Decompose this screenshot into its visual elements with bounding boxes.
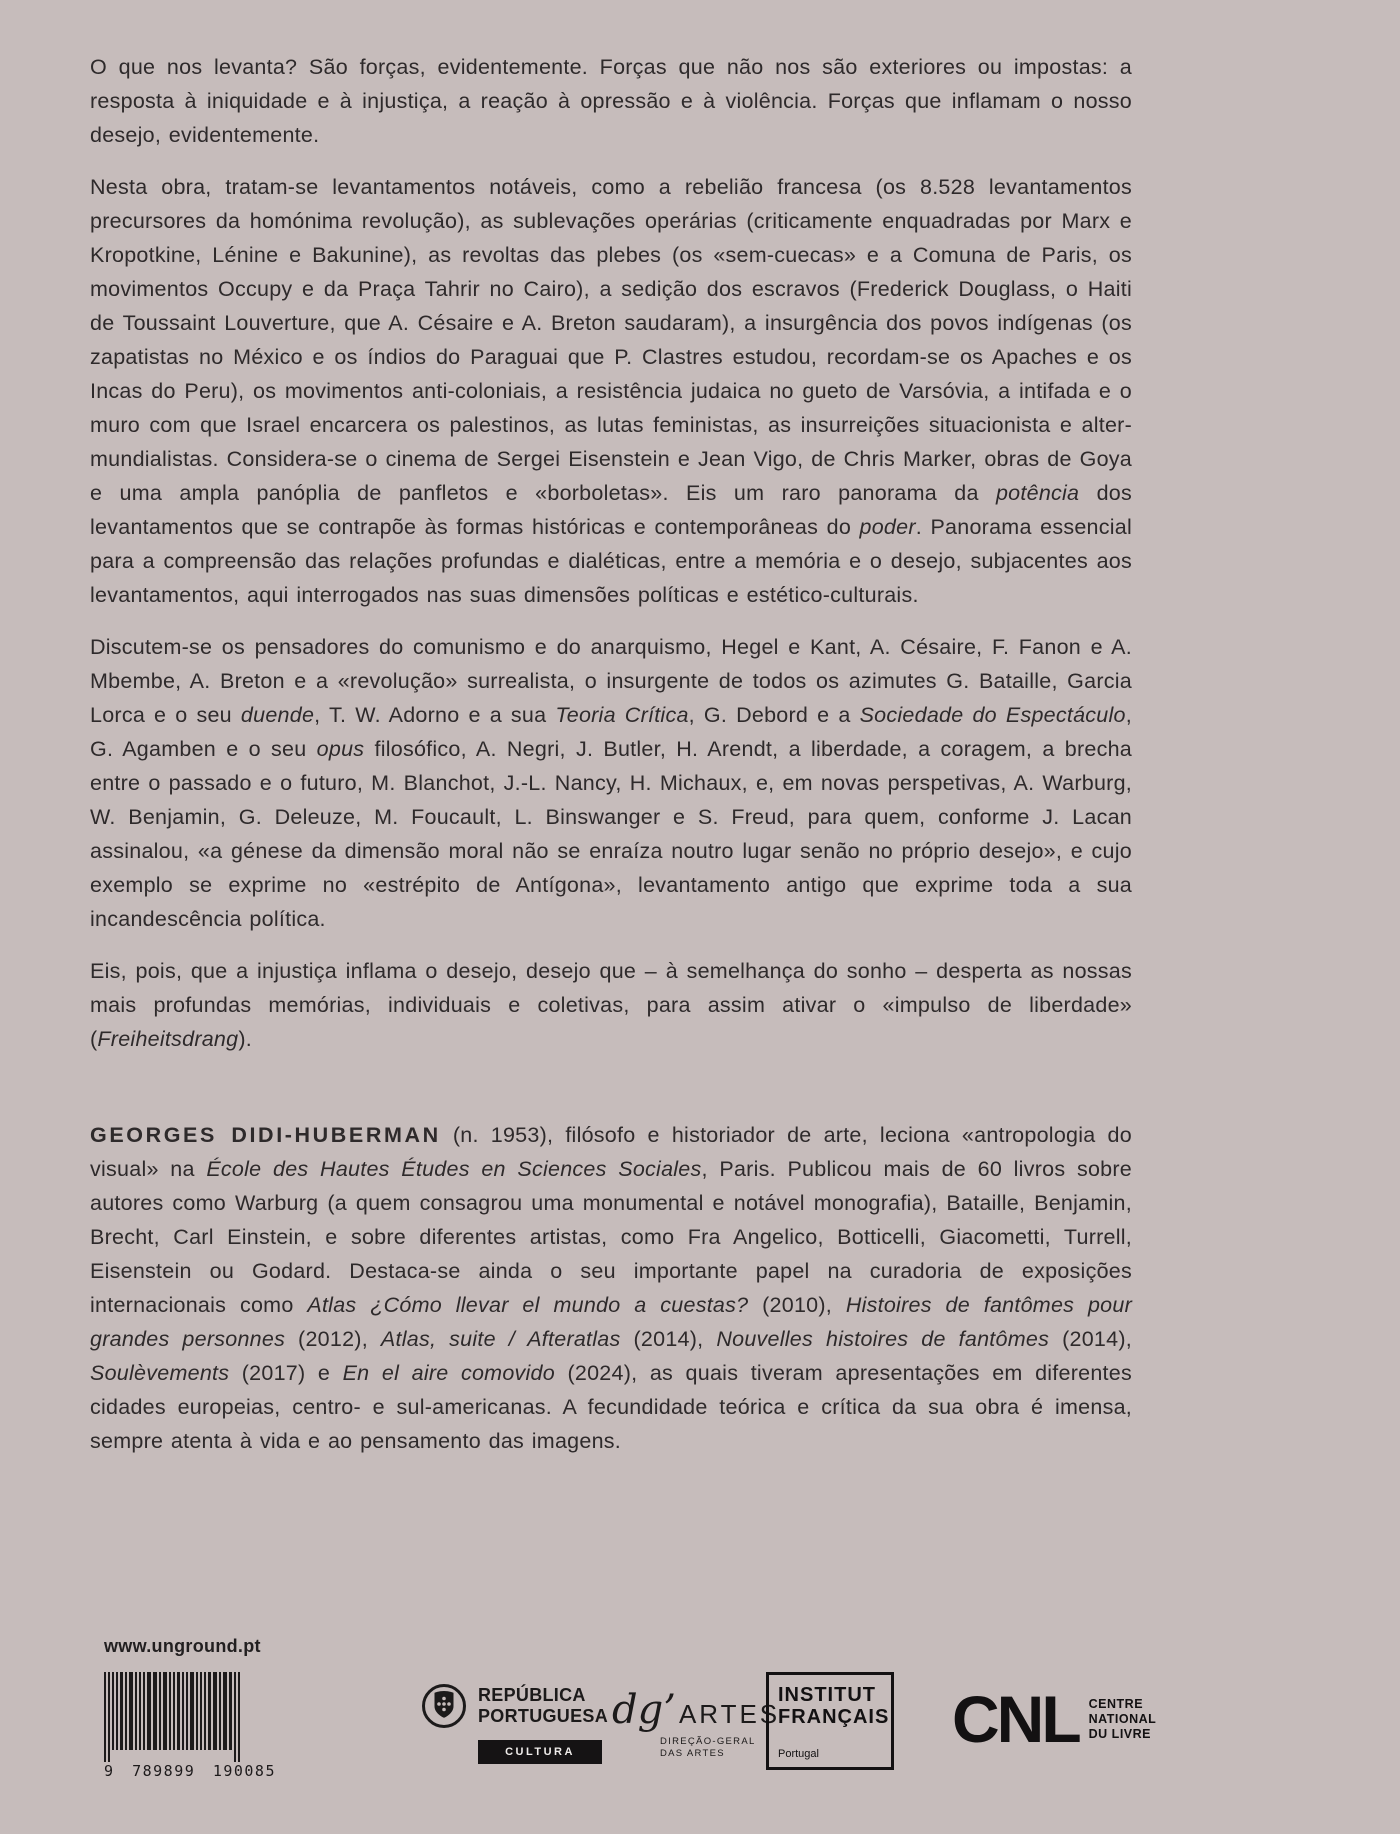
barcode-bar xyxy=(204,1672,206,1750)
text-segment: (2017) e xyxy=(229,1361,343,1385)
barcode-bar xyxy=(234,1672,236,1762)
text-segment: poder xyxy=(859,515,916,539)
text-segment: potência xyxy=(995,481,1080,505)
barcode-bars xyxy=(104,1672,282,1758)
text-segment: opus xyxy=(316,737,365,761)
text-segment: Eis, pois, que a injustiça inflama o desejo, desejo que – à semelhança do sonho – desperta as nossas mais profundas memórias, individuais e coletivas, para assim ativar o «impulso de liberdade» ( xyxy=(90,959,1132,1051)
text-segment: ). xyxy=(238,1027,252,1051)
portuguese-coat-of-arms-icon xyxy=(420,1682,468,1730)
barcode-bar xyxy=(186,1672,188,1750)
barcode-bar xyxy=(169,1672,171,1750)
text-segment: (2012), xyxy=(285,1327,381,1351)
barcode-digit-group: 789899 xyxy=(132,1762,196,1780)
text-segment: O que nos levanta? São forças, evidentemente. Forças que não nos são exteriores ou impostas: a resposta à iniquidade e à injustiça, a reação à opressão e à violência. Forças que inflamam o nosso desejo, evidentemente. xyxy=(90,55,1132,147)
barcode-bar xyxy=(200,1672,202,1750)
logo-cnl xyxy=(952,1682,1157,1756)
barcode-bar xyxy=(196,1672,198,1750)
institut-country-label: Portugal xyxy=(778,1748,819,1760)
barcode-bar xyxy=(163,1672,167,1750)
text-segment: Atlas, suite / Afteratlas xyxy=(380,1327,621,1351)
text-segment: Atlas ¿Cómo llevar el mundo a cuestas? xyxy=(307,1293,749,1317)
text-segment: , T. W. Adorno e a sua xyxy=(314,703,556,727)
barcode-bar xyxy=(208,1672,211,1750)
text-segment: duende xyxy=(240,703,315,727)
barcode-number xyxy=(104,1762,276,1780)
text-segment: filosófico, A. Negri, J. Butler, H. Arendt, a liberdade, a coragem, a brecha entre o passado e o futuro, M. Blanchot, J.-L. Nancy, H. Michaux, e, em novas perspetivas, A. Warburg, W. Benjamin, G. Deleuze, M. Foucault, L. Binswanger e S. Freud, para quem, conforme J. Lacan assinalou, «a génese da dimensão moral não se enraíza noutro lugar senão no próprio desejo», e cujo exemplo se exprime no «estrépito de Antígona», levantamento antigo que exprime toda a sua incandescência política. xyxy=(90,737,1132,931)
barcode-bar xyxy=(108,1672,110,1762)
thinkers-paragraph xyxy=(90,630,1132,936)
logo-republica-portuguesa xyxy=(420,1682,608,1764)
barcode-digit-group: 190085 xyxy=(212,1762,276,1780)
text-segment: (n. 1953), filósofo e historiador de arte, leciona «antropologia do visual» na xyxy=(90,1123,1132,1181)
institut-line2: FRANÇAIS xyxy=(778,1706,890,1728)
republica-wordmark xyxy=(478,1685,608,1727)
dgartes-wordmark xyxy=(612,1687,781,1733)
text-segment: Freiheitsdrang xyxy=(97,1027,239,1051)
intro-paragraph xyxy=(90,50,1132,152)
text-segment: Nouvelles histoires de fantômes xyxy=(716,1327,1050,1351)
cnl-subtitle-line1: CENTRE xyxy=(1088,1697,1144,1711)
dgartes-name: ARTES xyxy=(678,1699,781,1729)
text-segment: , G. Debord e a xyxy=(688,703,860,727)
synopsis-paragraph xyxy=(90,170,1132,612)
republica-logo-row xyxy=(420,1682,608,1730)
barcode-bar xyxy=(238,1672,240,1762)
logo-dgartes xyxy=(612,1687,781,1760)
text-segment: GEORGES DIDI-HUBERMAN xyxy=(90,1123,441,1147)
institut-wordmark xyxy=(778,1684,890,1728)
barcode-bar xyxy=(143,1672,145,1750)
closing-paragraph xyxy=(90,954,1132,1056)
text-segment: , G. Agamben e o seu xyxy=(90,703,1132,761)
republica-line1: REPÚBLICA xyxy=(478,1685,586,1705)
barcode-bar xyxy=(173,1672,175,1750)
text-segment: École des Hautes Études en Sciences Sociales xyxy=(206,1157,702,1181)
dgartes-script-mark: dg’ xyxy=(612,1687,676,1733)
institut-line1: INSTITUT xyxy=(778,1684,876,1706)
text-segment: Discutem-se os pensadores do comunismo e do anarquismo, Hegel e Kant, A. Césaire, F. Fanon e A. Mbembe, A. Breton e a «revolução» surrealista, o insurgente de todos os azimutes G. Bataille, Garcia Lorca e o seu xyxy=(90,635,1132,727)
barcode-digit-group: 9 xyxy=(104,1762,115,1780)
barcode-bar xyxy=(135,1672,137,1750)
dgartes-subtitle-line2: DAS ARTES xyxy=(660,1748,725,1759)
text-segment: Teoria Crítica xyxy=(555,703,689,727)
barcode-bar xyxy=(190,1672,194,1750)
cultura-tag: CULTURA xyxy=(478,1740,602,1764)
barcode-bar xyxy=(112,1672,114,1750)
text-segment: Histoires de fantômes pour grandes personnes xyxy=(90,1293,1133,1351)
republica-line2: PORTUGUESA xyxy=(478,1706,609,1726)
text-segment: Nesta obra, tratam-se levantamentos notáveis, como a rebelião francesa (os 8.528 levantamentos precursores da homónima revolução), as sublevações operárias (criticamente enquadradas por Marx e Kropotkine, Lénine e Bakunine), as revoltas das plebes (os «sem-cuecas» e a Comuna de Paris, os movimentos Occupy e da Praça Tahrir no Cairo), a sedição dos escravos (Frederick Douglass, o Haiti de Toussaint Louverture, que A. Césaire e A. Breton saudaram), a insurgência dos povos indígenas (os zapatistas no México e os índios do Paraguai que P. Clastres estudou, recordam-se os Apaches e os Incas do Peru), os movimentos anti-coloniais, a resistência judaica no gueto de Varsóvia, a intifada e o muro com que Israel encarcera os palestinos, as lutas feministas, as insurreições situacionista e alter-mundialistas. Considera-se o cinema de Sergei Eisenstein e Jean Vigo, de Chris Marker, obras de Goya e uma ampla panóplia de panfletos e «borboletas». Eis um raro panorama da xyxy=(90,175,1132,505)
barcode-bar xyxy=(182,1672,184,1750)
barcode-bar xyxy=(159,1672,161,1750)
barcode-bar xyxy=(139,1672,141,1750)
barcode-bar xyxy=(147,1672,151,1750)
barcode-bar xyxy=(125,1672,127,1750)
logo-institut-francais xyxy=(766,1672,894,1770)
text-segment: (2014), xyxy=(1049,1327,1132,1351)
publisher-website: www.unground.pt xyxy=(104,1636,261,1656)
barcode-bar xyxy=(104,1672,106,1762)
cnl-subtitle-line2: NATIONAL xyxy=(1088,1712,1157,1726)
barcode-bar xyxy=(177,1672,180,1750)
barcode-bar xyxy=(223,1672,227,1750)
text-segment: (2024), as quais tiveram apresentações em diferentes cidades europeias, centro- e sul-americanas. A fecundidade teórica e crítica da sua obra é imensa, sempre atenta à vida e ao pensamento das imagens. xyxy=(90,1361,1132,1453)
text-segment: (2010), xyxy=(748,1293,846,1317)
barcode-bar xyxy=(116,1672,118,1750)
barcode-bar xyxy=(120,1672,123,1750)
dgartes-subtitle xyxy=(660,1736,780,1760)
text-segment: dos levantamentos que se contrapõe às formas históricas e contemporâneas do xyxy=(90,481,1132,539)
text-segment: . Panorama essencial para a compreensão das relações profundas e dialéticas, entre a memória e o desejo, subjacentes aos levantamentos, aqui interrogados nas suas dimensões políticas e estético-culturais. xyxy=(90,515,1133,607)
text-segment: (2014), xyxy=(620,1327,717,1351)
barcode-bar xyxy=(229,1672,232,1750)
barcode-bar xyxy=(129,1672,133,1750)
text-segment: , Paris. Publicou mais de 60 livros sobre autores como Warburg (a quem consagrou uma monumental e notável monografia), Bataille, Benjamin, Brecht, Carl Einstein, e sobre diferentes artistas, como Fra Angelico, Botticelli, Giacometti, Turrell, Eisenstein ou Godard. Destaca-se ainda o seu importante papel na curadoria de exposições internacionais como xyxy=(90,1157,1132,1317)
barcode-bar xyxy=(219,1672,221,1750)
cnl-wordmark: CNL xyxy=(952,1682,1079,1756)
barcode xyxy=(104,1672,282,1780)
barcode-bar xyxy=(213,1672,217,1750)
text-segment: Sociedade do Espectáculo xyxy=(859,703,1126,727)
text-segment: Soulèvements xyxy=(90,1361,230,1385)
author-bio-paragraph xyxy=(90,1118,1132,1458)
cnl-subtitle xyxy=(1089,1690,1157,1748)
body-text xyxy=(90,50,1132,1476)
cnl-subtitle-line3: DU LIVRE xyxy=(1088,1727,1151,1741)
text-segment: En el aire comovido xyxy=(342,1361,555,1385)
barcode-bar xyxy=(153,1672,157,1750)
dgartes-subtitle-line1: DIREÇÃO-GERAL xyxy=(660,1736,756,1747)
